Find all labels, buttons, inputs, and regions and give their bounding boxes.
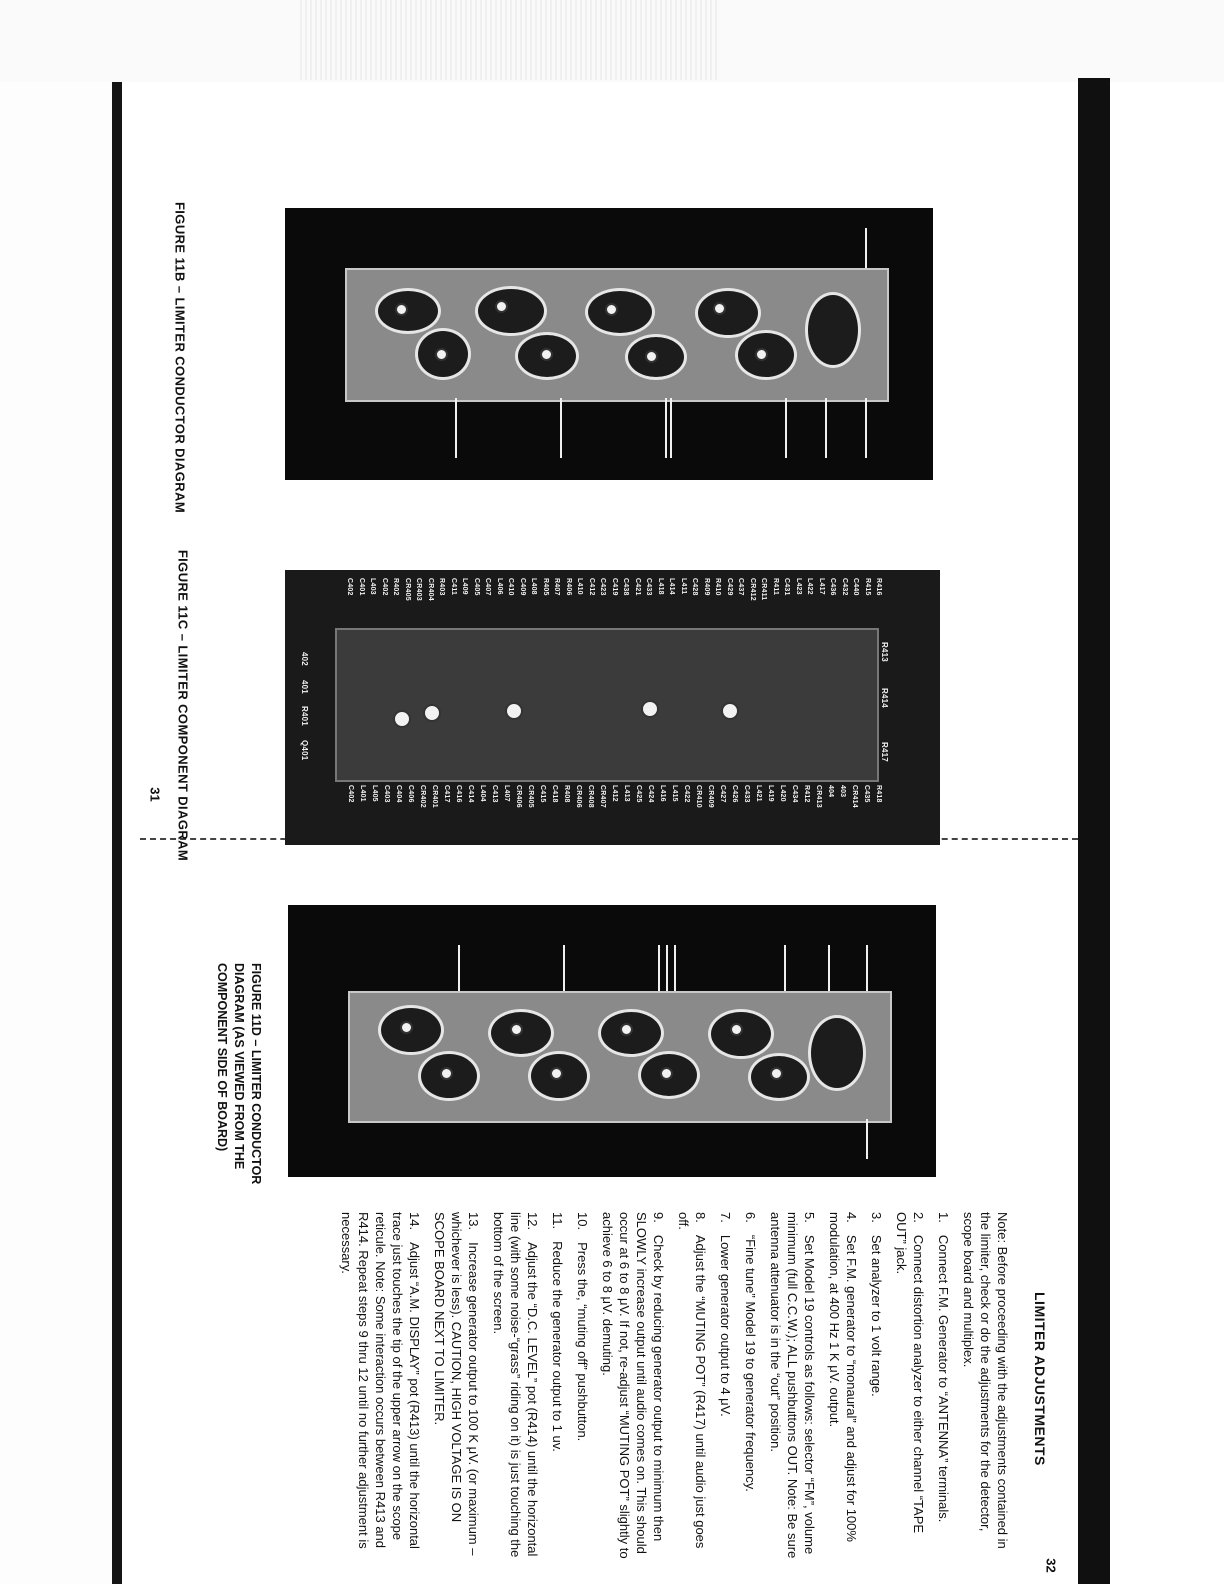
component-label: CR402 <box>419 785 426 808</box>
figure-11b-photo <box>285 208 933 480</box>
component-label: C403 <box>383 785 390 803</box>
component-label: C435 <box>863 785 870 803</box>
component-label: C410 <box>507 578 515 596</box>
component-label: R406 <box>564 578 572 596</box>
adjustment-step <box>893 1212 927 1567</box>
reference-arrow <box>866 945 868 991</box>
component-label: L408 <box>530 578 538 595</box>
reference-arrow <box>866 1119 868 1159</box>
adjustment-step <box>431 1212 482 1567</box>
step-text: Check by reducing generator output to minimum then SLOWLY increase output until audio comes on. This should occur at 6 to 8 μV. If not, re-adjust “MUTING POT” slightly to achieve 6 to 8 μV. demuting. <box>600 1212 666 1559</box>
adjustment-step <box>935 1212 952 1567</box>
step-text: Set Model 19 controls as follows: selector “FM”, volume minimum (full C.C.W.); ALL pushbuttons OUT. Note: Be sure antenna attenuator is in the “out” position. <box>768 1212 817 1559</box>
reference-arrow <box>455 398 457 458</box>
component-label: L421 <box>755 785 762 802</box>
component-label: CR408 <box>587 785 594 808</box>
component-label: R407 <box>553 578 561 596</box>
component-label: C414 <box>467 785 474 803</box>
step-number: 7. <box>718 1212 733 1223</box>
scan-left-margin <box>0 82 112 1584</box>
step-text: Set analyzer to 1 volt range. <box>869 1234 884 1397</box>
component-label: R408 <box>563 785 570 803</box>
figure-11c-caption: FIGURE 11C – LIMITER COMPONENT DIAGRAM <box>175 549 191 862</box>
component-label: CR407 <box>599 785 606 808</box>
reference-arrow <box>865 228 867 268</box>
solder-pad <box>400 1021 413 1034</box>
step-number: 12. <box>525 1212 540 1231</box>
limiter-adjustments-text <box>176 1212 1048 1567</box>
solder-pad <box>605 303 618 316</box>
component-label: C404 <box>395 785 402 803</box>
step-number: 5. <box>802 1212 817 1223</box>
step-text: Set F.M. generator to “monaural” and adjust for 100% modulation, at 400 Hz 1 K μV. output. <box>827 1212 859 1542</box>
component-label: 403 <box>839 785 846 798</box>
component-label: C423 <box>599 578 607 596</box>
component-label: CR414 <box>851 785 858 808</box>
copper-trace <box>805 292 861 368</box>
solder-pad <box>395 303 408 316</box>
solder-pad <box>495 300 508 313</box>
component-label-r417: R417 <box>880 742 889 762</box>
component-label: L410 <box>576 578 584 595</box>
step-number: 9. <box>651 1212 666 1223</box>
solder-pad <box>620 1023 633 1036</box>
component-label: C406 <box>407 785 414 803</box>
transistor <box>423 704 441 722</box>
component-label: L406 <box>495 578 503 595</box>
component-label: R412 <box>803 785 810 803</box>
component-label: 404 <box>827 785 834 798</box>
adjustment-step <box>574 1212 591 1567</box>
component-label-r401: R401 <box>300 706 309 726</box>
adjustment-step <box>868 1212 885 1567</box>
component-label: C409 <box>518 578 526 596</box>
step-number: 8. <box>693 1212 708 1223</box>
component-label: CR406 <box>515 785 522 808</box>
adjustment-step <box>338 1212 423 1567</box>
adjustment-step <box>717 1212 734 1567</box>
step-number: 10. <box>575 1212 590 1231</box>
component-label: C418 <box>551 785 558 803</box>
component-label: C433 <box>743 785 750 803</box>
binding-shadow-right <box>1078 78 1110 1584</box>
component-label: C407 <box>484 578 492 596</box>
component-label: CR404 <box>426 578 434 601</box>
page-number-right: 32 <box>1043 1558 1059 1573</box>
solder-pad <box>713 302 726 315</box>
figure-11b-caption: FIGURE 11B – LIMITER CONDUCTOR DIAGRAM <box>172 201 188 514</box>
component-label: R405 <box>541 578 549 596</box>
scan-noise <box>300 0 720 80</box>
component-label: L404 <box>479 785 486 802</box>
step-text: Adjust “A.M. DISPLAY” pot (R413) until the horizontal trace just touches the tip of the upper arrow on the scope reticule. Note: Some interaction occurs between R413 and R414. Repeat steps 9 thru 12 until no further adjustment is necessary. <box>339 1212 422 1549</box>
component-label: C433 <box>645 578 653 596</box>
component-label: C405 <box>472 578 480 596</box>
component-label: CR413 <box>815 785 822 808</box>
component-label: CR411 <box>760 578 768 601</box>
reference-arrow <box>458 945 460 991</box>
step-number: 11. <box>550 1212 565 1230</box>
component-label: C416 <box>455 785 462 803</box>
step-number: 14. <box>407 1212 422 1231</box>
component-label: L420 <box>779 785 786 802</box>
component-label: CR405 <box>403 578 411 601</box>
step-text: Increase generator output to 100 K μV. (or maximum – whichever is less). CAUTION, HIGH VOLTAGE IS ON SCOPE BOARD NEXT TO LIMITER. <box>432 1212 481 1556</box>
copper-trace <box>475 286 547 336</box>
component-label: CR410 <box>695 785 702 808</box>
component-label: L411 <box>679 578 687 595</box>
solder-pad <box>645 350 658 363</box>
component-label: C429 <box>725 578 733 596</box>
adjustment-step <box>675 1212 709 1567</box>
step-text: Connect distortion analyzer to either channel “TAPE OUT” jack. <box>894 1212 926 1534</box>
solder-pad <box>730 1023 743 1036</box>
reference-arrow <box>865 398 867 458</box>
component-label: C432 <box>840 578 848 596</box>
component-label: C440 <box>852 578 860 596</box>
copper-trace <box>585 288 655 336</box>
circuit-board <box>335 628 879 782</box>
reference-arrow <box>560 398 562 458</box>
component-label: R418 <box>875 785 882 803</box>
solder-pad <box>435 348 448 361</box>
page-number-left: 31 <box>147 787 163 802</box>
component-label: L412 <box>611 785 618 802</box>
solder-pad <box>540 348 553 361</box>
adjustment-step <box>599 1212 667 1567</box>
component-label: R411 <box>771 578 779 596</box>
adjustment-step <box>826 1212 860 1567</box>
reference-arrow <box>828 945 830 991</box>
step-number: 1. <box>936 1212 951 1223</box>
component-label: CR405 <box>527 785 534 808</box>
component-label: C426 <box>731 785 738 803</box>
component-label: C417 <box>443 785 450 803</box>
component-label-402: 402 <box>300 652 309 666</box>
component-label: CR412 <box>748 578 756 601</box>
component-label-r413: R413 <box>880 642 889 662</box>
reference-arrow <box>658 945 660 991</box>
component-label: CR401 <box>431 785 438 808</box>
component-label: C412 <box>587 578 595 596</box>
component-label: C428 <box>691 578 699 596</box>
intro-note: Note: Before proceeding with the adjustments contained in the limiter, check or do the adjustments for the detector, scope board and multiplex. <box>961 1212 1010 1549</box>
solder-pad <box>660 1067 673 1080</box>
component-label-q401: Q401 <box>300 740 309 761</box>
solder-pad <box>770 1067 783 1080</box>
step-number: 13. <box>466 1212 481 1231</box>
step-text: Lower generator output to 4 μV. <box>718 1234 733 1417</box>
component-label: L419 <box>767 785 774 802</box>
transistor <box>641 700 659 718</box>
component-label: C436 <box>829 578 837 596</box>
step-text: “Fine tune” Model 19 to generator frequency. <box>743 1234 758 1492</box>
reference-arrow <box>666 945 668 991</box>
component-label: C425 <box>635 785 642 803</box>
component-label: L423 <box>794 578 802 595</box>
reference-arrow <box>665 398 667 458</box>
component-label: C437 <box>737 578 745 596</box>
component-label: L417 <box>817 578 825 595</box>
component-label: C415 <box>539 785 546 803</box>
component-label: C401 <box>357 578 365 596</box>
step-number: 6. <box>743 1212 758 1223</box>
component-label: C422 <box>683 785 690 803</box>
component-label: C421 <box>633 578 641 596</box>
component-label: R403 <box>438 578 446 596</box>
component-label: C413 <box>491 785 498 803</box>
component-label: R416 <box>875 578 882 596</box>
component-label: C402 <box>347 785 354 803</box>
step-number: 4. <box>844 1212 859 1223</box>
component-label: L416 <box>659 785 666 802</box>
component-label-401: 401 <box>300 680 309 694</box>
component-label: L413 <box>623 785 630 802</box>
component-label-r414: R414 <box>880 688 889 708</box>
solder-pad <box>755 348 768 361</box>
component-label: C431 <box>783 578 791 596</box>
component-label: C427 <box>719 785 726 803</box>
figure-11d-photo <box>288 905 936 1177</box>
binding-shadow-left <box>112 82 122 1584</box>
adjustment-step <box>742 1212 759 1567</box>
component-label: L401 <box>359 785 366 802</box>
step-text: Press the, “muting off” pushbutton. <box>575 1242 590 1442</box>
step-text: Adjust the “MUTING POT” (R417) until audio just goes off. <box>676 1212 708 1549</box>
adjustment-step <box>767 1212 818 1567</box>
component-label: L405 <box>371 785 378 802</box>
copper-trace <box>375 288 441 334</box>
component-label: R410 <box>714 578 722 596</box>
step-number: 2. <box>911 1212 926 1223</box>
component-label: R402 <box>392 578 400 596</box>
component-label: R409 <box>702 578 710 596</box>
component-label: R415 <box>863 578 871 596</box>
reference-arrow <box>670 398 672 458</box>
adjustment-step <box>549 1212 566 1567</box>
adjustment-step <box>490 1212 541 1567</box>
component-label: L403 <box>369 578 377 595</box>
step-number: 3. <box>869 1212 884 1223</box>
component-label: CR406 <box>575 785 582 808</box>
figure-11c-photo <box>285 570 940 845</box>
step-text: Adjust the “D.C. LEVEL” pot (R414) until the horizontal line (with some noise-“grass” riding on it) is just touching the bottom of the screen. <box>491 1212 540 1558</box>
solder-pad <box>510 1023 523 1036</box>
component-label: C402 <box>346 578 354 596</box>
component-label: C438 <box>622 578 630 596</box>
component-label: C402 <box>380 578 388 596</box>
reference-arrow <box>563 945 565 991</box>
component-label: C411 <box>449 578 457 596</box>
component-label: L414 <box>668 578 676 595</box>
reference-arrow <box>825 398 827 458</box>
copper-trace <box>808 1015 866 1091</box>
transistor <box>505 702 523 720</box>
solder-pad <box>550 1067 563 1080</box>
component-label: C424 <box>647 785 654 803</box>
component-label: CR403 <box>415 578 423 601</box>
copper-trace <box>695 288 761 338</box>
reference-arrow <box>674 945 676 991</box>
step-text: Reduce the generator output to 1 uv. <box>550 1241 565 1452</box>
transistor <box>721 702 739 720</box>
component-label: CR409 <box>707 785 714 808</box>
section-heading: LIMITER ADJUSTMENTS <box>1032 1292 1048 1466</box>
transistor <box>393 710 411 728</box>
component-label: C434 <box>791 785 798 803</box>
component-label: L407 <box>503 785 510 802</box>
reference-arrow <box>785 398 787 458</box>
component-label: L415 <box>671 785 678 802</box>
step-text: Connect F.M. Generator to “ANTENNA” terminals. <box>936 1234 951 1523</box>
component-label: C419 <box>610 578 618 596</box>
component-label: L422 <box>806 578 814 595</box>
solder-pad <box>440 1067 453 1080</box>
component-label: L418 <box>656 578 664 595</box>
component-label: L409 <box>461 578 469 595</box>
figure-11d-caption: FIGURE 11D – LIMITER CONDUCTOR DIAGRAM (AS VIEWED FROM THE COMPONENT SIDE OF BOARD) <box>215 963 263 1185</box>
reference-arrow <box>784 945 786 991</box>
